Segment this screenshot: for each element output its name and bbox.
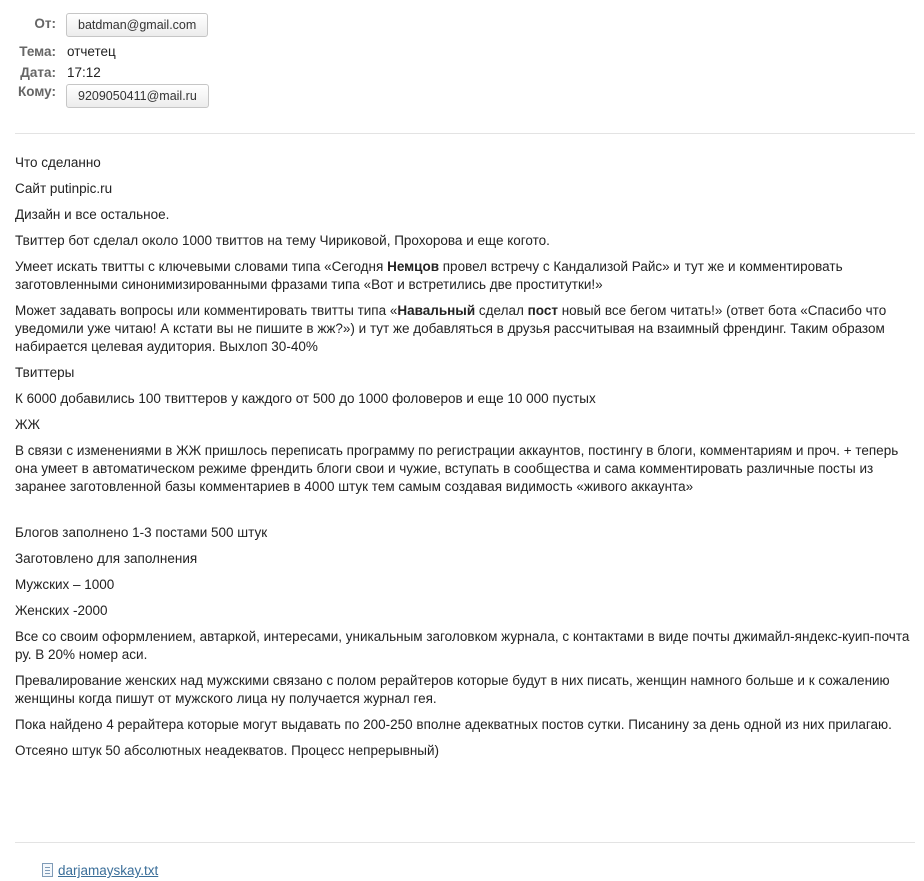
body-paragraph: Женских -2000 bbox=[15, 603, 108, 618]
body-paragraph: Пока найдено 4 рерайтера которые могут выдавать по 200-250 вполне адекватных постов сутки. Писанину за день одной из них прилагаю. bbox=[15, 717, 892, 732]
body-paragraph: Блогов заполнено 1-3 постами 500 штук bbox=[15, 525, 268, 540]
attachment-link[interactable]: darjamayskay.txt bbox=[58, 862, 159, 878]
body-paragraph: Дизайн и все остальное. bbox=[15, 207, 170, 222]
body-paragraph: Все со своим оформлением, автаркой, интересами, уникальным заголовком журнала, с контактами в виде почты джимайл-яндекс-куип-почта ру. В 20% номер аси. bbox=[15, 629, 910, 662]
body-text-span: Умеет искать твитты с ключевыми словами типа «Сегодня bbox=[15, 259, 388, 274]
to-row bbox=[0, 83, 600, 107]
body-text-span: провел встречу с Кандализой Райс» и тут же и комментировать заготовленными синонимизированными фразами типа «Вот и встретились две проститутки!» bbox=[15, 259, 843, 292]
body-paragraph: ЖЖ bbox=[15, 417, 40, 432]
header-divider bbox=[15, 133, 915, 134]
body-text-span: сделал bbox=[475, 303, 528, 318]
body-paragraph: К 6000 добавились 100 твиттеров у каждого от 500 до 1000 фоловеров и еще 10 000 пустых bbox=[15, 391, 596, 406]
body-paragraph: Сайт putinpic.ru bbox=[15, 181, 113, 196]
body-paragraph: Превалирование женских над мужскими связано с полом рерайтеров которые будут в них писать, женщин намного больше и к сожалению женщины когда пишут от мужского лица ну получается журнал гея. bbox=[15, 673, 890, 706]
subject-label: Тема: bbox=[19, 44, 56, 59]
attachment-item bbox=[42, 862, 158, 878]
date-label: Дата: bbox=[20, 65, 56, 80]
body-bold-text: Немцов bbox=[387, 259, 439, 274]
body-paragraph: Заготовлено для заполнения bbox=[15, 551, 198, 566]
body-bold-text: пост bbox=[527, 303, 558, 318]
body-bold-text: Навальный bbox=[397, 303, 476, 318]
body-paragraph: В связи с изменениями в ЖЖ пришлось переписать программу по регистрации аккаунтов, постингу в блоги, комментариям и проч. + теперь она умеет в автоматическом режиме френдить блоги свои и чужие, вступать в сообщества и сама комментировать различные посты из заранее заготовленной базы комментариев в 4000 штук тем самым создавая видимость «живого аккаунта» bbox=[15, 443, 899, 494]
body-text-span: Может задавать вопросы или комментировать твитты типа « bbox=[15, 303, 398, 318]
from-label: От: bbox=[34, 16, 56, 31]
to-label: Кому: bbox=[18, 84, 56, 99]
to-address-button[interactable]: 9209050411@mail.ru bbox=[66, 84, 209, 108]
body-paragraph: Отсеяно штук 50 абсолютных неадекватов. Процесс непрерывный) bbox=[15, 743, 440, 758]
from-address-button[interactable]: batdman@gmail.com bbox=[66, 13, 208, 37]
text-file-icon bbox=[42, 863, 53, 877]
attachments-divider bbox=[15, 842, 915, 843]
body-paragraph: Что сделанно bbox=[15, 155, 101, 170]
subject-value: отчетец bbox=[67, 44, 116, 59]
body-paragraph: Твиттеры bbox=[15, 365, 75, 380]
body-paragraph bbox=[15, 258, 915, 294]
body-paragraph: Твиттер бот сделал около 1000 твиттов на тему Чириковой, Прохорова и еще когото. bbox=[15, 233, 550, 248]
from-row bbox=[0, 12, 600, 36]
date-value: 17:12 bbox=[67, 65, 101, 80]
body-paragraph: Мужских – 1000 bbox=[15, 577, 115, 592]
blank-line bbox=[15, 504, 915, 524]
body-text-span: новый все бегом читать!» (ответ бота «Спасибо что уведомили уже читаю! А кстати вы не пишите в жж?») и тут же добавляться в друзья рассчитывая на взаимный френдинг. Таким образом набирается целевая аудитория. Выхлоп 30-40% bbox=[15, 303, 887, 354]
body-paragraph bbox=[15, 302, 915, 356]
message-body bbox=[15, 154, 915, 768]
